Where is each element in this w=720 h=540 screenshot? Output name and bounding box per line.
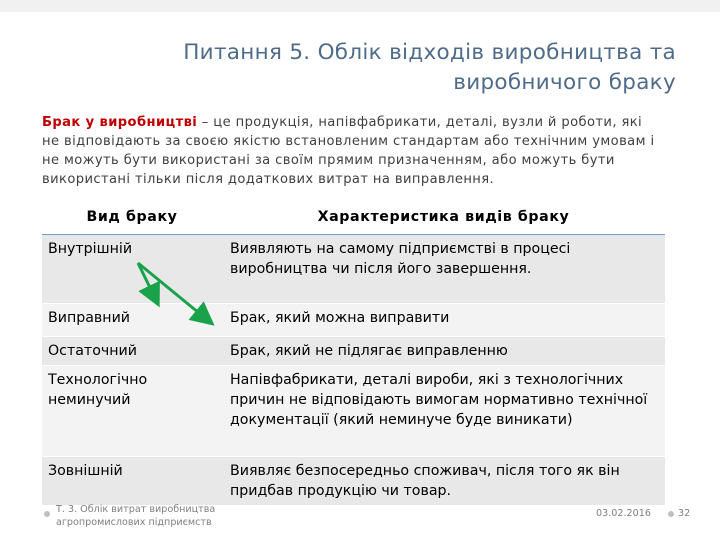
footer-date: 03.02.2016 [596, 508, 651, 519]
slide-title [76, 38, 676, 98]
cell-description: Виявляють на самому підприємстві в процесі виробництва чи після його завершення. [230, 241, 571, 277]
header-characteristic: Характеристика видів браку [317, 209, 570, 225]
table-row [42, 457, 665, 506]
cell-type: Виправний [48, 310, 131, 326]
cell-description: Виявляє безпосередньо споживач, після того як він придбав продукцію чи товар. [230, 463, 620, 499]
definition-paragraph [42, 113, 662, 189]
definition-text: – це продукція, напівфабрикати, деталі, вузли й роботи, які не відповідають за своєю якістю встановленим стандартам або технічним умовам і не можуть бути використані за своїм прямим призначенням, або можуть бути використані тільки після додаткових витрат на виправлення. [42, 115, 655, 187]
footer-course-title: Т. 3. Облік витрат виробництва агропромислових підприємств [56, 504, 216, 528]
slide-title-line2: виробничого браку [453, 70, 676, 95]
table-row [42, 337, 665, 366]
top-band [0, 0, 720, 12]
slide-title-line1: Питання 5. Облік відходів виробництва та [183, 40, 676, 65]
table-row [42, 235, 665, 304]
footer-bullet-left [44, 511, 50, 517]
cell-type: Внутрішній [48, 241, 133, 257]
table-row [42, 304, 665, 337]
cell-type: Зовнішній [48, 463, 123, 479]
cell-type: Технологічно неминучий [48, 372, 148, 408]
definition-term: Брак у виробництві [42, 115, 198, 130]
cell-description: Напівфабрикати, деталі вироби, які з технологічних причин не відповідають вимогам нормативно технічної документації (який неминуче буде виникати) [230, 372, 648, 428]
defect-types-table [42, 200, 665, 506]
table-header [42, 200, 665, 235]
table-row [42, 366, 665, 457]
header-defect-type: Вид браку [86, 209, 178, 225]
cell-description: Брак, який можна виправити [230, 310, 450, 326]
footer-bullet-right [668, 511, 674, 517]
footer-page-number: 32 [678, 508, 691, 519]
cell-type: Остаточний [48, 343, 137, 359]
cell-description: Брак, який не підлягає виправленню [230, 343, 508, 359]
